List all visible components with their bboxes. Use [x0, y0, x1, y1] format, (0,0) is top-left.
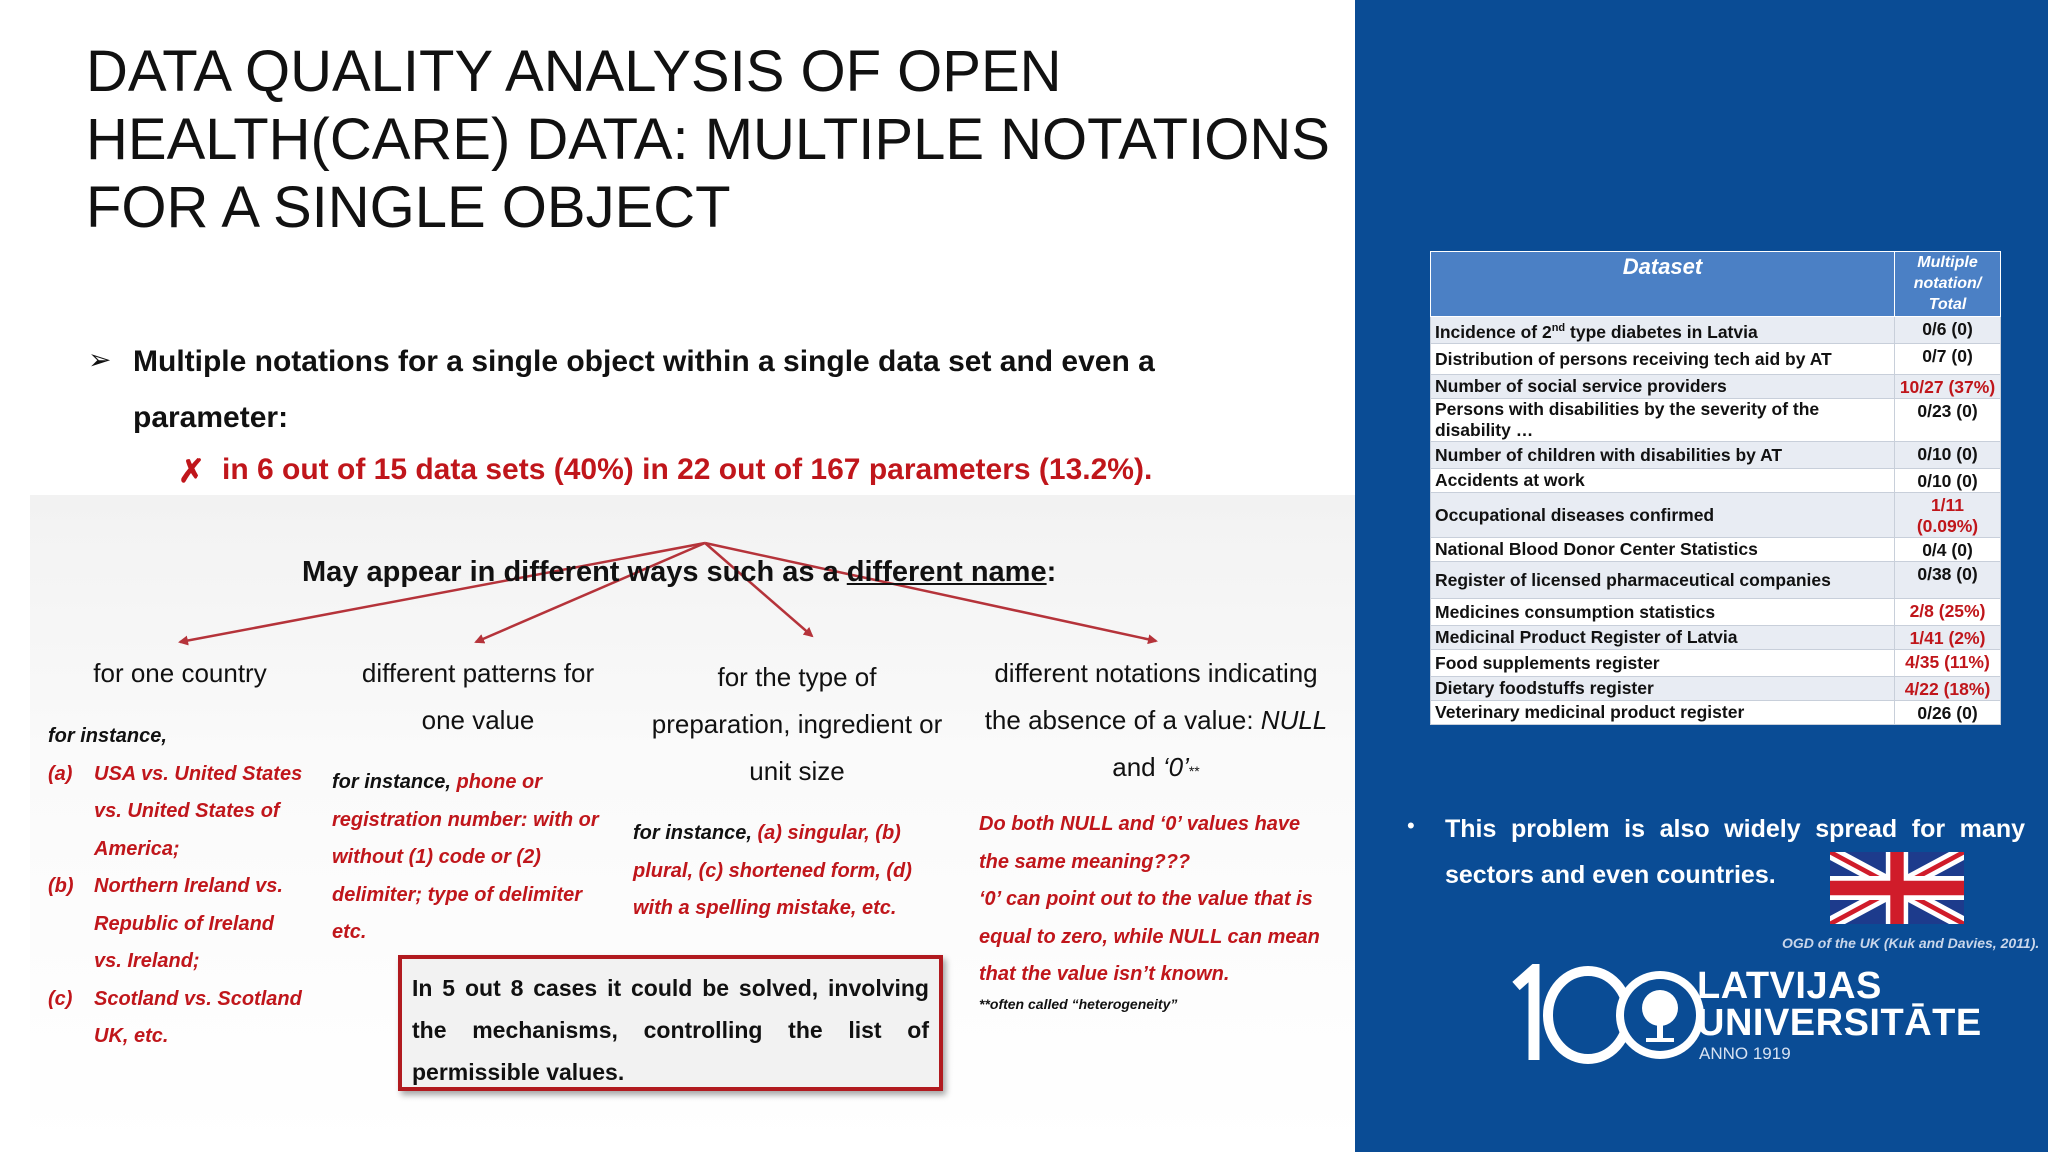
side-bullet-text: This problem is also widely spread for many sectors and even countries.	[1445, 815, 2025, 889]
dataset-name-cell	[1431, 650, 1895, 677]
dataset-name-cell	[1431, 677, 1895, 701]
title-line-1: DATA QUALITY ANALYSIS OF OPEN	[86, 39, 1062, 104]
item-line: vs. United States of	[94, 800, 280, 822]
table-row	[1431, 677, 2001, 701]
heading-line: different notations indicating	[994, 658, 1318, 688]
column-type-heading	[636, 654, 958, 795]
header-ratio	[1895, 252, 2001, 317]
country-item-a	[48, 756, 318, 869]
ratio-cell: 0/26 (0)	[1895, 701, 2001, 725]
dataset-name: Medicines consumption statistics	[1435, 601, 1716, 622]
item-line: USA vs. United States	[94, 762, 303, 785]
dataset-name-cell	[1431, 344, 1895, 375]
country-item-b	[48, 868, 318, 981]
university-name-line-2: UNIVERSITĀTE	[1697, 1002, 1982, 1044]
ratio-cell: 0/7 (0)	[1895, 344, 2001, 375]
example-line: plural, (c) shortened form, (d)	[633, 859, 912, 882]
example-line: Do both NULL and ‘0’ values have	[979, 813, 1301, 835]
may-appear-heading	[302, 556, 1056, 589]
example-line: (a) singular, (b)	[757, 822, 901, 844]
item-line: Scotland vs. Scotland	[94, 987, 302, 1010]
may-appear-suffix: :	[1046, 556, 1057, 588]
country-intro: for instance,	[48, 725, 167, 747]
example-line: equal to zero, while NULL can mean	[979, 925, 1320, 948]
ogd-caption: OGD of the UK (Kuk and Davies, 2011).	[1782, 935, 2040, 951]
table-row	[1431, 399, 2001, 442]
table-row	[1431, 493, 2001, 538]
university-100-logo	[1510, 964, 1710, 1066]
dataset-name-cell	[1431, 317, 1895, 344]
heading-line: unit size	[749, 756, 845, 786]
arrow-bullet-icon: ➢	[88, 344, 112, 375]
ratio-cell: 4/22 (18%)	[1895, 677, 2001, 701]
ratio-cell: 0/6 (0)	[1895, 317, 2001, 344]
dataset-name-cell	[1431, 626, 1895, 650]
table-row	[1431, 599, 2001, 626]
title-line-3: FOR A SINGLE OBJECT	[86, 175, 731, 240]
item-letter: (c)	[48, 987, 73, 1010]
title-line-2: HEALTH(CARE) DATA: MULTIPLE NOTATIONS	[86, 107, 1330, 172]
dataset-name-cell	[1431, 442, 1895, 469]
heading-line: for the type of	[717, 662, 877, 692]
solution-callout-box: In 5 out 8 cases it could be solved, involving the mechanisms, controlling the list of permissible values.	[398, 955, 943, 1091]
item-letter: (a)	[48, 762, 73, 785]
table-row	[1431, 317, 2001, 344]
dataset-name: Veterinary medicinal product register	[1435, 702, 1745, 722]
dataset-name-cell	[1431, 399, 1895, 442]
header-dataset: Dataset	[1431, 252, 1895, 317]
example-line: registration number: with or	[332, 808, 599, 831]
dataset-name: Number of children with disabilities by AT	[1435, 444, 1783, 465]
heading-line: different patterns for	[361, 658, 595, 688]
item-line: vs. Ireland;	[94, 950, 200, 972]
dataset-name: Register of licensed pharmaceutical companies	[1435, 569, 1831, 590]
item-line: UK, etc.	[94, 1025, 169, 1047]
ratio-cell: 2/8 (25%)	[1895, 599, 2001, 626]
dataset-name-cell	[1431, 493, 1895, 538]
column-country-heading: for one country	[93, 658, 267, 688]
patterns-intro: for instance,	[332, 771, 457, 793]
dataset-name: Food supplements register	[1435, 652, 1660, 673]
ratio-cell: 0/23 (0)	[1895, 399, 2001, 442]
dataset-name: Occupational diseases confirmed	[1435, 504, 1715, 525]
header-ratio-line: Multiple	[1917, 254, 1978, 271]
table-row	[1431, 650, 2001, 677]
item-line: America;	[94, 837, 180, 860]
table-row	[1431, 375, 2001, 399]
table-row	[1431, 562, 2001, 599]
dataset-name: Dietary foodstuffs register	[1435, 678, 1654, 698]
heading-line: one value	[421, 705, 535, 735]
ratio-cell: 10/27 (37%)	[1895, 375, 2001, 399]
example-line: the same meaning???	[979, 850, 1191, 873]
dataset-name-cell	[1431, 469, 1895, 493]
heterogeneity-footnote: **often called “heterogeneity”	[979, 996, 1178, 1012]
example-line: without (1) code or (2)	[332, 846, 541, 868]
dataset-name-sup: nd	[1551, 321, 1566, 334]
ratio-cell: 1/11 (0.09%)	[1895, 493, 2001, 538]
cross-mark-icon: ✗	[178, 453, 205, 489]
dataset-name-cell	[1431, 701, 1895, 725]
heading-part: the absence of a value:	[984, 705, 1261, 735]
branch-arrows	[0, 0, 1360, 720]
may-appear-prefix: May appear in different ways such as a	[302, 556, 847, 588]
column-absence-examples	[979, 806, 1349, 994]
column-country-examples	[48, 718, 318, 1056]
example-line: ‘0’ can point out to the value that is	[979, 888, 1313, 910]
dataset-name: Distribution of persons receiving tech aid by AT	[1435, 348, 1832, 369]
heading-part: and	[1112, 752, 1163, 782]
ratio-cell: 0/38 (0)	[1895, 562, 2001, 599]
column-absence-heading	[975, 650, 1337, 795]
uk-flag-icon	[1830, 852, 1964, 924]
item-line: Northern Ireland vs.	[94, 875, 283, 897]
dataset-name: Number of social service providers	[1435, 376, 1727, 396]
ratio-cell: 0/10 (0)	[1895, 469, 2001, 493]
header-ratio-line: Total	[1928, 296, 1967, 313]
dataset-name: Medicinal Product Register of Latvia	[1435, 627, 1738, 647]
heading-zero: ‘0’	[1162, 752, 1189, 782]
main-bullet-line-2: parameter:	[133, 401, 289, 434]
dataset-name-cell	[1431, 599, 1895, 626]
university-name-line-1: LATVIJAS	[1697, 965, 1882, 1007]
side-bullet-dot: •	[1407, 813, 1415, 838]
table-row	[1431, 442, 2001, 469]
finding-statement: in 6 out of 15 data sets (40%) in 22 out of 167 parameters (13.2%).	[222, 453, 1153, 486]
example-line: delimiter; type of delimiter	[332, 883, 583, 906]
university-anno: ANNO 1919	[1699, 1044, 1791, 1063]
main-bullet-line-1: Multiple notations for a single object within a single data set and even a	[133, 345, 1155, 378]
ratio-cell: 0/10 (0)	[1895, 442, 2001, 469]
example-line: with a spelling mistake, etc.	[633, 897, 897, 919]
dataset-name-cell	[1431, 562, 1895, 599]
table-row	[1431, 469, 2001, 493]
dataset-name: National Blood Donor Center Statistics	[1435, 539, 1758, 559]
example-line: etc.	[332, 921, 367, 943]
table-row	[1431, 701, 2001, 725]
heading-null: NULL	[1260, 705, 1328, 735]
dataset-name: Accidents at work	[1435, 470, 1585, 490]
dataset-name: Persons with disabilities by the severity of the disability …	[1435, 399, 1820, 440]
dataset-name-cell	[1431, 538, 1895, 562]
item-letter: (b)	[48, 875, 74, 897]
table-row	[1431, 344, 2001, 375]
column-patterns-examples	[332, 764, 622, 952]
heading-footnote-mark: **	[1188, 763, 1200, 779]
dataset-name: Incidence of 2	[1435, 321, 1552, 342]
ratio-cell: 4/35 (11%)	[1895, 650, 2001, 677]
column-patterns-heading	[338, 650, 618, 744]
table-header-row	[1431, 252, 2001, 317]
ratio-cell: 1/41 (2%)	[1895, 626, 2001, 650]
may-appear-underlined: different name	[846, 556, 1047, 588]
column-type-examples	[633, 815, 963, 928]
table-row	[1431, 626, 2001, 650]
item-line: Republic of Ireland	[94, 912, 275, 935]
dataset-name-cell	[1431, 375, 1895, 399]
header-ratio-line: notation/	[1913, 275, 1982, 292]
heading-line: preparation, ingredient or	[651, 709, 943, 739]
country-item-c	[48, 981, 318, 1056]
example-line: phone or	[456, 771, 543, 793]
dataset-table	[1430, 251, 2001, 725]
dataset-name-rest: type diabetes in Latvia	[1565, 321, 1758, 342]
type-intro: for instance,	[633, 822, 758, 844]
ratio-cell: 0/4 (0)	[1895, 538, 2001, 562]
example-line: that the value isn’t known.	[979, 963, 1230, 985]
table-row	[1431, 538, 2001, 562]
